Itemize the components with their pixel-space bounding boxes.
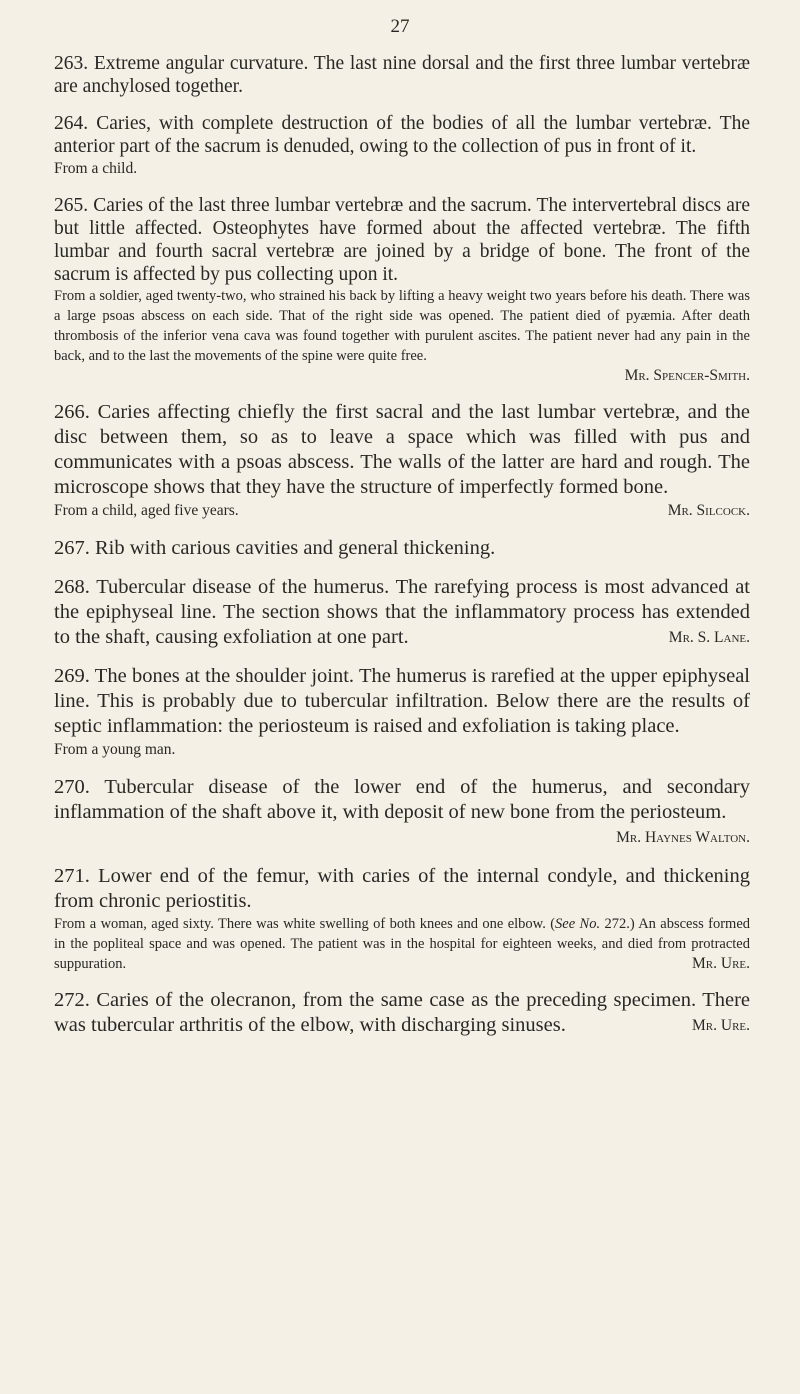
entry-credit: Mr. Spencer-Smith. xyxy=(624,367,750,384)
entry-268 xyxy=(54,575,750,650)
entry-number: 264. xyxy=(54,113,89,134)
entry-266 xyxy=(54,400,750,522)
entry-credit: Mr. S. Lane. xyxy=(668,629,750,646)
entry-source: From a child, aged five years. xyxy=(54,502,239,519)
entry-number: 269. xyxy=(54,665,90,687)
entry-credit: Mr. Haynes Walton. xyxy=(616,829,750,846)
entry-264 xyxy=(54,112,750,180)
entry-number: 272. xyxy=(54,989,90,1011)
entry-number: 265. xyxy=(54,195,89,216)
entry-number: 263. xyxy=(54,53,89,74)
entry-text: The bones at the shoulder joint. The humerus is rarefied at the upper epiphyseal line. This is probably due to tubercular infiltration. Below there are the results of septic inflammation: the periosteum is raised and exfoliation is taking place. xyxy=(54,665,750,737)
entry-text: Lower end of the femur, with caries of the internal condyle, and thickening from chronic periostitis. xyxy=(54,865,751,912)
entry-270 xyxy=(54,775,750,850)
entry-269 xyxy=(54,664,750,761)
entry-credit: Mr. Silcock. xyxy=(667,502,750,519)
entry-text: Rib with carious cavities and general thickening. xyxy=(95,537,496,559)
entry-text: Extreme angular curvature. The last nine dorsal and the first three lumbar vertebræ are anchylosed together. xyxy=(54,53,751,97)
entry-text: Caries of the last three lumbar vertebræ and the sacrum. The intervertebral discs are but little affected. Osteophytes have formed about the affected vertebræ. The fifth lumbar and fourth sacral vertebræ are joined by a bridge of bone. The front of the sacrum is affected by pus collecting upon it. xyxy=(54,195,750,285)
entry-text: Tubercular disease of the lower end of the humerus, and secondary inflammation of the shaft above it, with deposit of new bone from the periosteum. xyxy=(54,776,750,823)
entry-267 xyxy=(54,536,750,561)
entry-number: 266. xyxy=(54,401,90,423)
entry-source: From a young man. xyxy=(54,741,176,758)
entry-number: 268. xyxy=(54,576,90,598)
entry-note: From a soldier, aged twenty-two, who strained his back by lifting a heavy weight two years before his death. There was a large psoas abscess on each side. That of the right side was opened. The patient died of pyæmia. After death thrombosis of the inferior vena cava was found together with purulent ascites. The patient never had any pain in the back, and to the last the movements of the spine were quite free. xyxy=(54,288,750,364)
entry-source: From a child. xyxy=(54,160,138,177)
entry-number: 271. xyxy=(54,865,90,887)
entry-number: 267. xyxy=(54,537,90,559)
entry-text: Caries affecting chiefly the first sacral and the last lumbar vertebræ, and the disc between them, so as to leave a space which was filled with pus and communicates with a psoas abscess. The walls of the latter are hard and rough. The microscope shows that they have the structure of imperfectly formed bone. xyxy=(54,401,750,498)
entry-credit: Mr. Ure. xyxy=(692,955,750,972)
entry-credit: Mr. Ure. xyxy=(692,1017,750,1034)
entry-text: Caries of the olecranon, from the same case as the preceding specimen. There was tubercular arthritis of the elbow, with discharging sinuses. xyxy=(54,989,750,1036)
entry-265 xyxy=(54,194,750,386)
page-number: 27 xyxy=(390,16,410,37)
catalogue-entries xyxy=(54,52,750,1052)
entry-text: Caries, with complete destruction of the bodies of all the lumbar vertebræ. The anterior part of the sacrum is denuded, owing to the collection of pus in front of it. xyxy=(54,113,750,157)
entry-text: Tubercular disease of the humerus. The rarefying process is most advanced at the epiphyseal line. The section shows that the inflammatory process has extended to the shaft, causing exfoliation at one part. xyxy=(54,576,751,648)
entry-271 xyxy=(54,864,750,974)
entry-263 xyxy=(54,52,750,98)
entry-note: From a woman, aged sixty. There was white swelling of both knees and one elbow. (See No. 272.) An abscess formed in the popliteal space and was opened. The patient was in the hospital for eighteen weeks, and died from protracted suppuration. Mr. Ure. xyxy=(54,916,751,972)
entry-272 xyxy=(54,988,750,1038)
entry-number: 270. xyxy=(54,776,90,798)
